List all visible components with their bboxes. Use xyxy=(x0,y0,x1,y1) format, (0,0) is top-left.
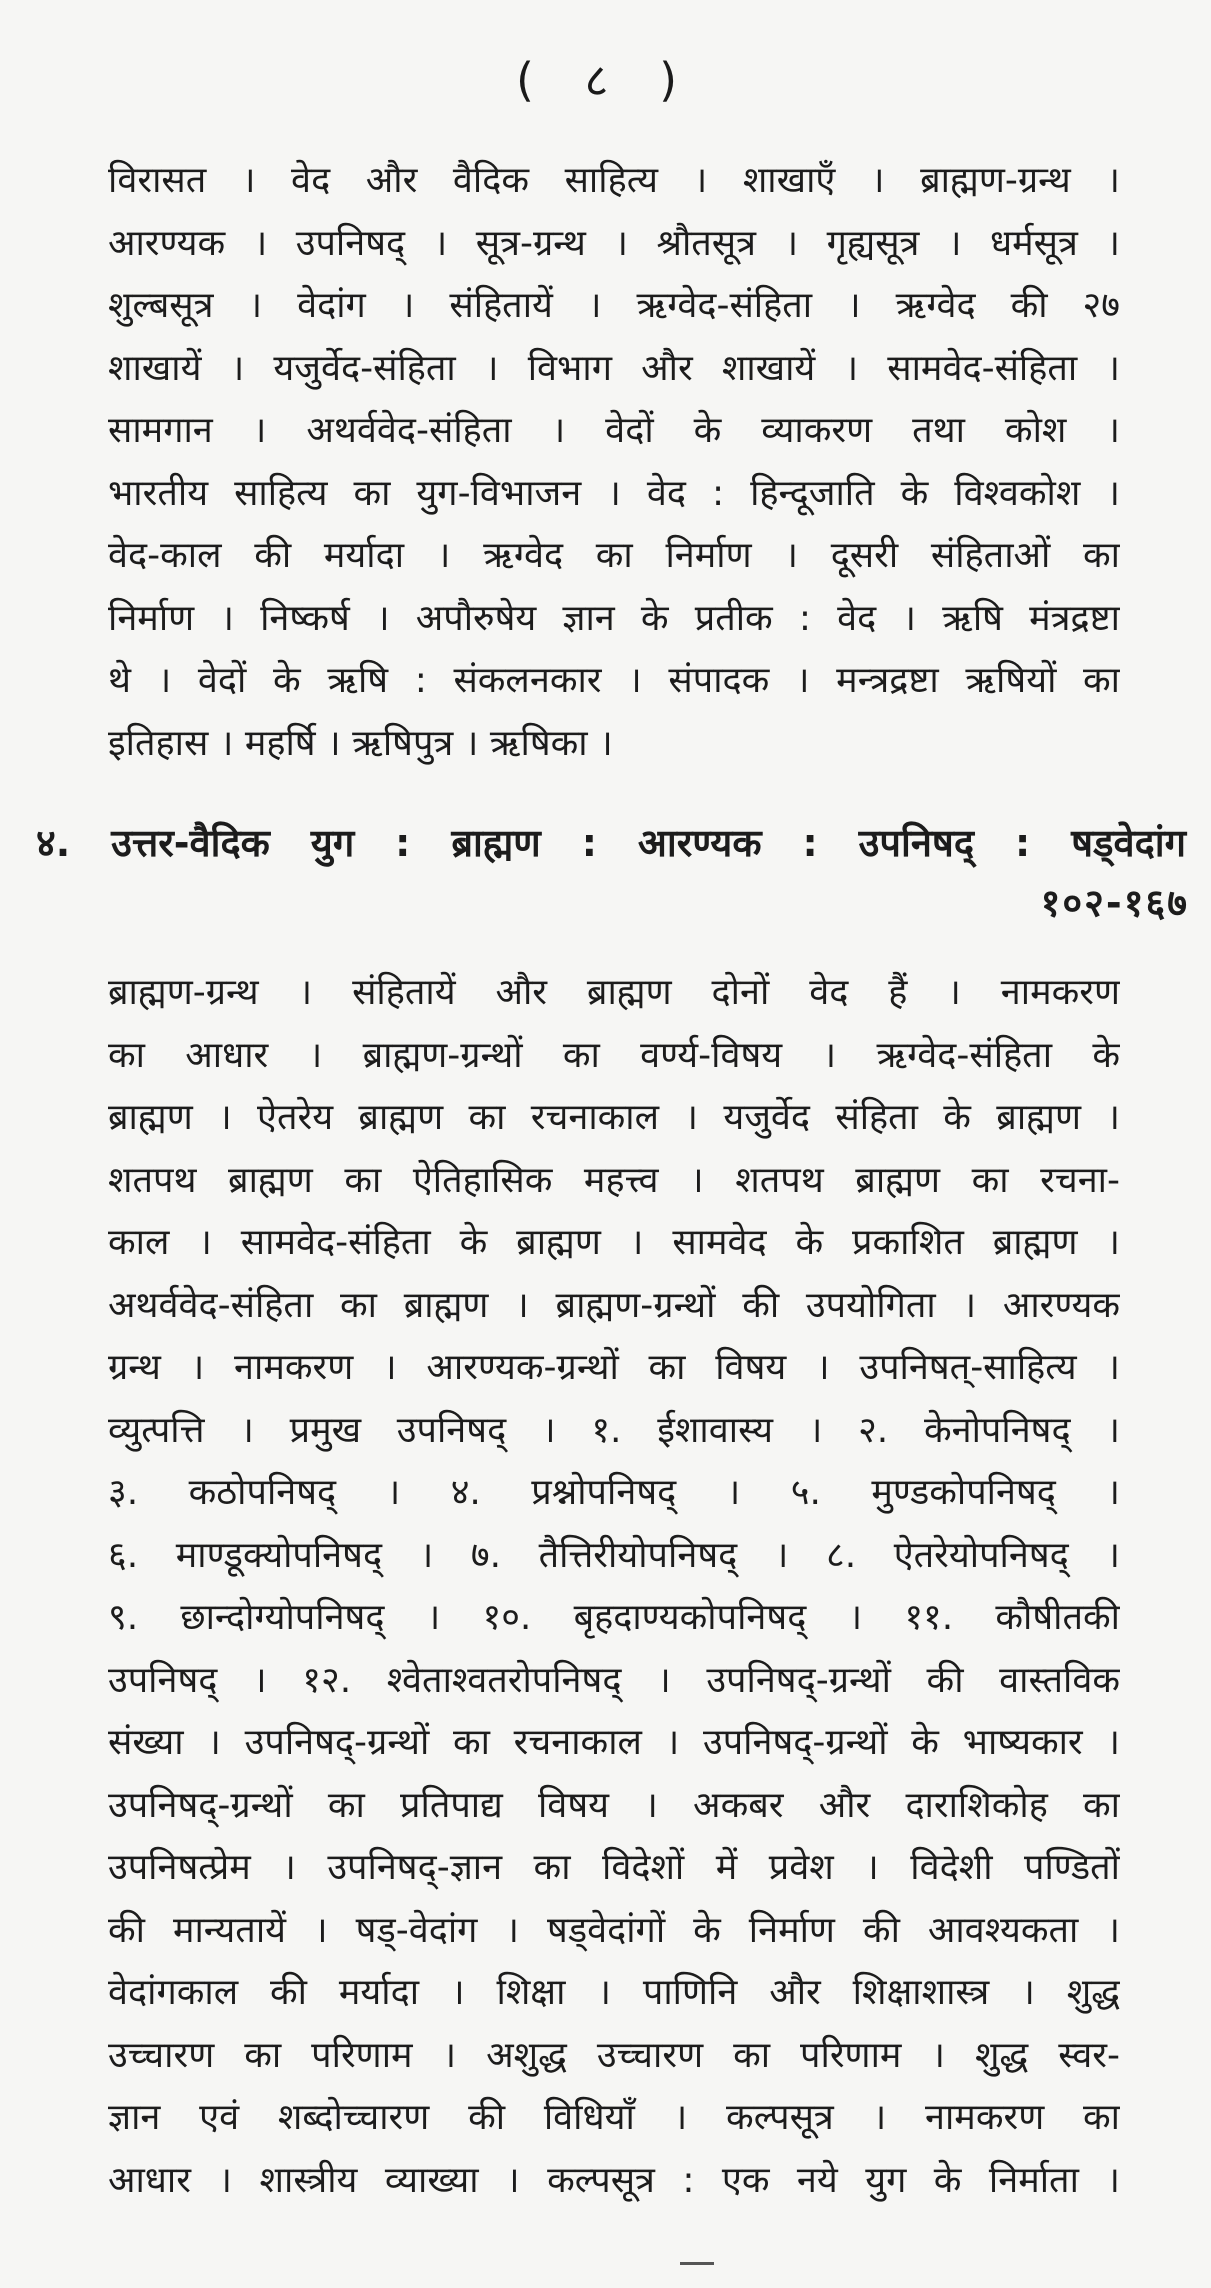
text-line: काल । सामवेद-संहिता के ब्राह्मण । सामवेद के प्रकाशित ब्राह्मण । xyxy=(108,1222,1120,1263)
text-line: आधार । शास्त्रीय व्याख्या । कल्पसूत्र : एक नये युग के निर्माता । xyxy=(108,2159,1120,2201)
text-line: संख्या । उपनिषद्-ग्रन्थों का रचनाकाल । उपनिषद्-ग्रन्थों के भाष्यकार । xyxy=(108,1722,1120,1763)
text-line: उच्चारण का परिणाम । अशुद्ध उच्चारण का परिणाम । शुद्ध स्वर- xyxy=(108,2034,1120,2076)
text-line: वेद-काल की मर्यादा । ऋग्वेद का निर्माण । दूसरी संहिताओं का xyxy=(108,535,1120,576)
text-line: थे । वेदों के ऋषि : संकलनकार । संपादक । मन्त्रद्रष्टा ऋषियों का xyxy=(108,660,1120,701)
text-line: अथर्ववेद-संहिता का ब्राह्मण । ब्राह्मण-ग्रन्थों की उपयोगिता । आरण्यक xyxy=(108,1284,1120,1326)
text-line: का आधार । ब्राह्मण-ग्रन्थों का वर्ण्य-विषय । ऋग्वेद-संहिता के xyxy=(108,1034,1120,1076)
text-line: भारतीय साहित्य का युग-विभाजन । वेद : हिन्दूजाति के विश्वकोश । xyxy=(108,472,1120,514)
text-line: शतपथ ब्राह्मण का ऐतिहासिक महत्त्व । शतपथ ब्राह्मण का रचना- xyxy=(108,1159,1120,1201)
page-number: ( ८ ) xyxy=(515,53,696,107)
text-line: आरण्यक । उपनिषद् । सूत्र-ग्रन्थ । श्रौतसूत्र । गृह्यसूत्र । धर्मसूत्र । xyxy=(108,222,1120,264)
text-line: निर्माण । निष्कर्ष । अपौरुषेय ज्ञान के प्रतीक : वेद । ऋषि मंत्रद्रष्टा xyxy=(108,597,1120,639)
chapter-contents-paragraph xyxy=(108,962,1120,2212)
text-line: उपनिषद्-ग्रन्थों का प्रतिपाद्य विषय । अकबर और दाराशिकोह का xyxy=(108,1784,1120,1826)
text-line: ६. माण्डूक्योपनिषद् । ७. तैत्तिरीयोपनिषद् । ८. ऐतरेयोपनिषद् । xyxy=(108,1534,1120,1576)
text-line: सामगान । अथर्ववेद-संहिता । वेदों के व्याकरण तथा कोश । xyxy=(108,410,1120,451)
text-line: ३. कठोपनिषद् । ४. प्रश्नोपनिषद् । ५. मुण्डकोपनिषद् । xyxy=(108,1472,1120,1513)
text-line: शाखायें । यजुर्वेद-संहिता । विभाग और शाखायें । सामवेद-संहिता । xyxy=(108,347,1120,389)
text-line: ग्रन्थ । नामकरण । आरण्यक-ग्रन्थों का विषय । उपनिषत्-साहित्य । xyxy=(108,1347,1120,1388)
text-line: ९. छान्दोग्योपनिषद् । १०. बृहदाण्यकोपनिषद् । ११. कौषीतकी xyxy=(108,1597,1120,1638)
text-line: ज्ञान एवं शब्दोच्चारण की विधियाँ । कल्पसूत्र । नामकरण का xyxy=(108,2097,1120,2138)
text-line: वेदांगकाल की मर्यादा । शिक्षा । पाणिनि और शिक्षाशास्त्र । शुद्ध xyxy=(108,1972,1120,2013)
intro-paragraph xyxy=(108,150,1120,775)
chapter-page-range: १०२-१६७ xyxy=(1040,881,1189,925)
text-line: की मान्यतायें । षड्-वेदांग । षड्वेदांगों के निर्माण की आवश्यकता । xyxy=(108,1909,1120,1951)
text-line: उपनिषद् । १२. श्वेताश्वतरोपनिषद् । उपनिषद्-ग्रन्थों की वास्तविक xyxy=(108,1659,1120,1701)
text-line: शुल्बसूत्र । वेदांग । संहितायें । ऋग्वेद-संहिता । ऋग्वेद की २७ xyxy=(108,285,1120,326)
text-line: उपनिषत्प्रेम । उपनिषद्-ज्ञान का विदेशों में प्रवेश । विदेशी पण्डितों xyxy=(108,1847,1120,1888)
footer-dash xyxy=(680,2262,714,2265)
text-line: व्युत्पत्ति । प्रमुख उपनिषद् । १. ईशावास्य । २. केनोपनिषद् । xyxy=(108,1409,1120,1451)
chapter-heading: ४. उत्तर-वैदिक युग : ब्राह्मण : आरण्यक : उपनिषद् : षड्वेदांग xyxy=(36,821,1186,865)
text-line: विरासत । वेद और वैदिक साहित्य । शाखाएँ । ब्राह्मण-ग्रन्थ । xyxy=(108,160,1120,201)
text-line: ब्राह्मण-ग्रन्थ । संहितायें और ब्राह्मण दोनों वेद हैं । नामकरण xyxy=(108,972,1120,1013)
text-line: इतिहास । महर्षि । ऋषिपुत्र । ऋषिका । xyxy=(108,722,613,764)
text-line: ब्राह्मण । ऐतरेय ब्राह्मण का रचनाकाल । यजुर्वेद संहिता के ब्राह्मण । xyxy=(108,1097,1120,1138)
